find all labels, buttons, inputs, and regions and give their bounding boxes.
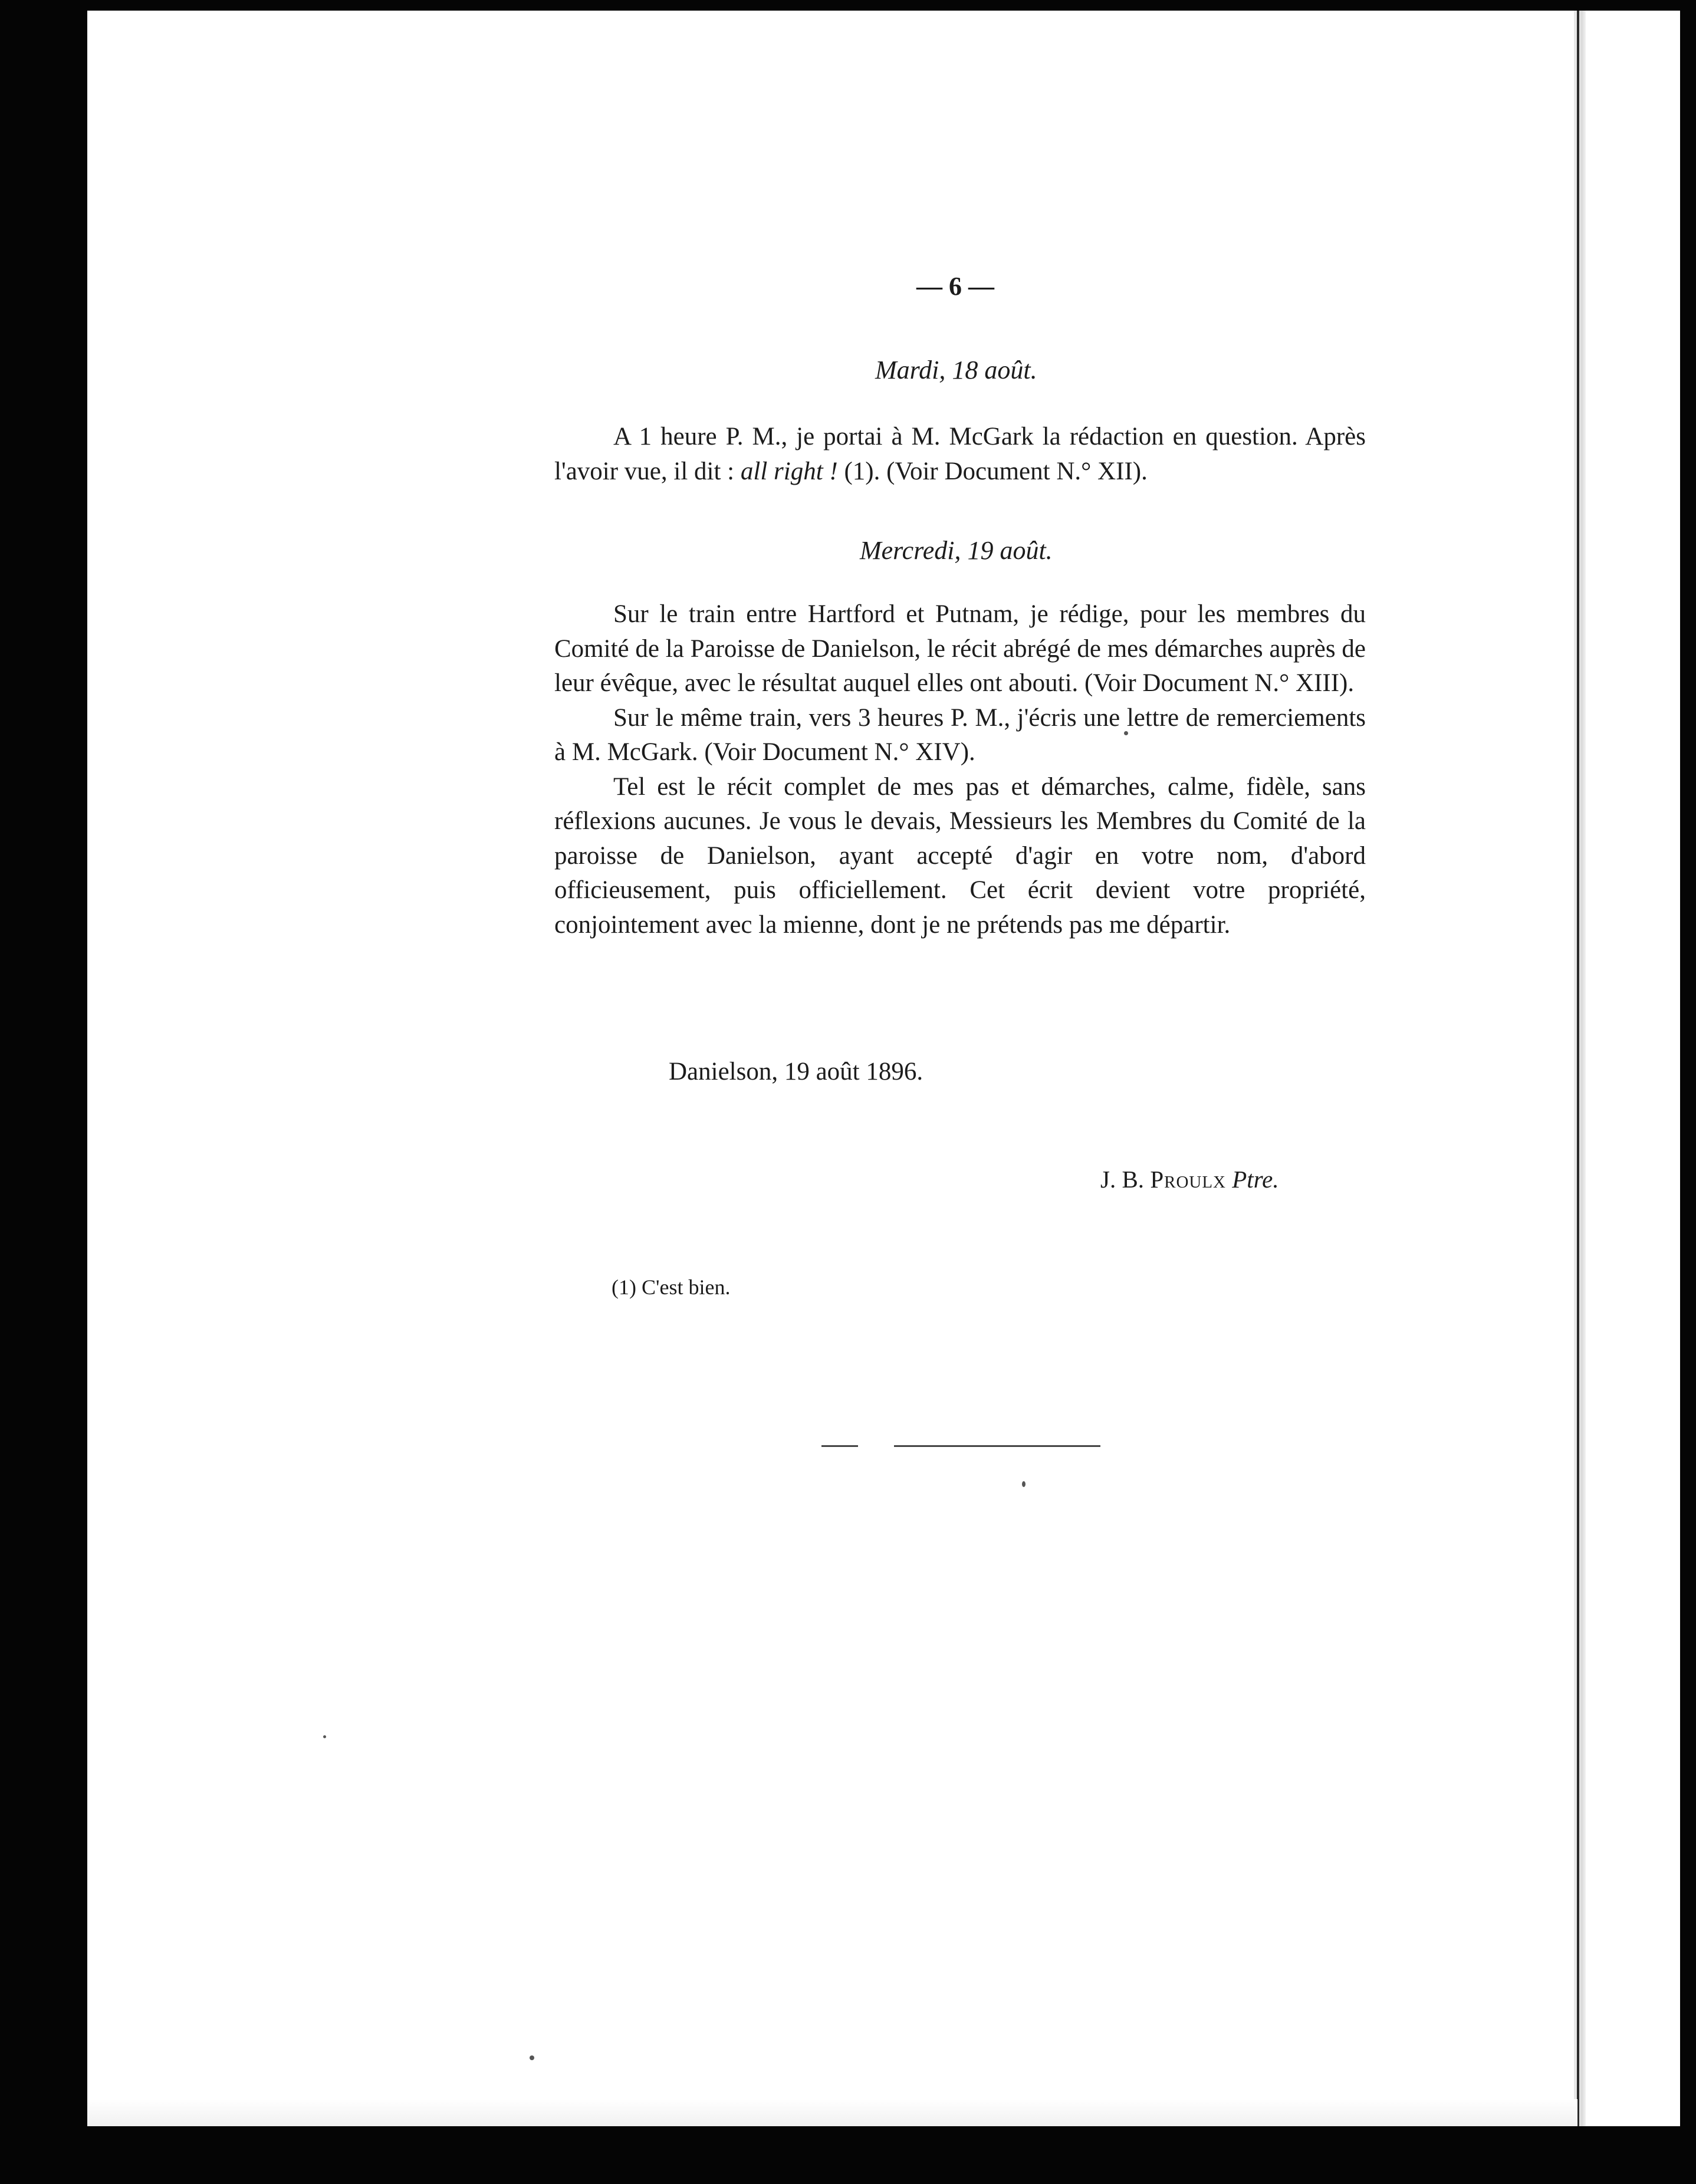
section-heading-mercredi: Mercredi, 19 août. [860,536,1053,565]
scan-speck [1124,731,1128,735]
scan-speck [1022,1481,1026,1487]
paragraph-mardi [554,420,1366,489]
paragraphs-mercredi [554,597,1366,942]
page-bottom-edge [87,2099,1577,2126]
paragraph-text [554,420,1366,489]
footnote-text: C'est bien. [641,1275,731,1299]
footnote [612,1275,730,1300]
paragraph-conclusion: Tel est le récit complet de mes pas et démarches, calme, fidèle, sans réflexions aucunes. Je vous le devais, Messieurs les Membres du Comité de la paroisse de Danielson, ayant accepté d'agir en votre nom, d'abord officieusement, puis officiellement. Cet écrit devient votre propriété, conjointement avec la mienne, dont je ne prétends pas me départir. [554,772,1366,939]
scan-speck [323,1735,326,1738]
paragraph-text-end: . (Voir Document N.° XII). [873,457,1148,485]
closing-rule-long [894,1445,1100,1447]
signature [1100,1165,1279,1193]
signature-name: Proulx [1150,1166,1227,1193]
scan-speck [530,2055,534,2060]
place-and-date: Danielson, 19 août 1896. [669,1058,923,1086]
book-spine [1577,11,1579,2126]
facing-page-edge [1586,11,1680,2126]
paragraph-text-main: A 1 heure P. M., je portai à M. McGark la rédaction en question. Après l'avoir vue, il dit : [554,423,1366,485]
section-heading-mardi: Mardi, 18 août. [875,356,1037,384]
page-number: — 6 — [916,272,994,301]
footnote-mark: (1) [612,1275,636,1299]
footnote-reference: (1) [844,457,874,485]
paragraph-train-lettre: Sur le même train, vers 3 heures P. M., j'écris une lettre de remerciements à M. McGark. (Voir Document N.° XIV). [554,703,1366,766]
paragraph-train-recit: Sur le train entre Hartford et Putnam, je rédige, pour les membres du Comité de la Paroisse de Danielson, le récit abrégé de mes démarches auprès de leur évêque, avec le résultat auquel elles ont abouti. (Voir Document N.° XIII). [554,600,1366,697]
closing-rule-short [821,1445,858,1447]
quoted-phrase: all right ! [740,457,838,485]
signature-title: Ptre. [1232,1166,1279,1193]
signature-initials: J. B. [1100,1166,1145,1193]
